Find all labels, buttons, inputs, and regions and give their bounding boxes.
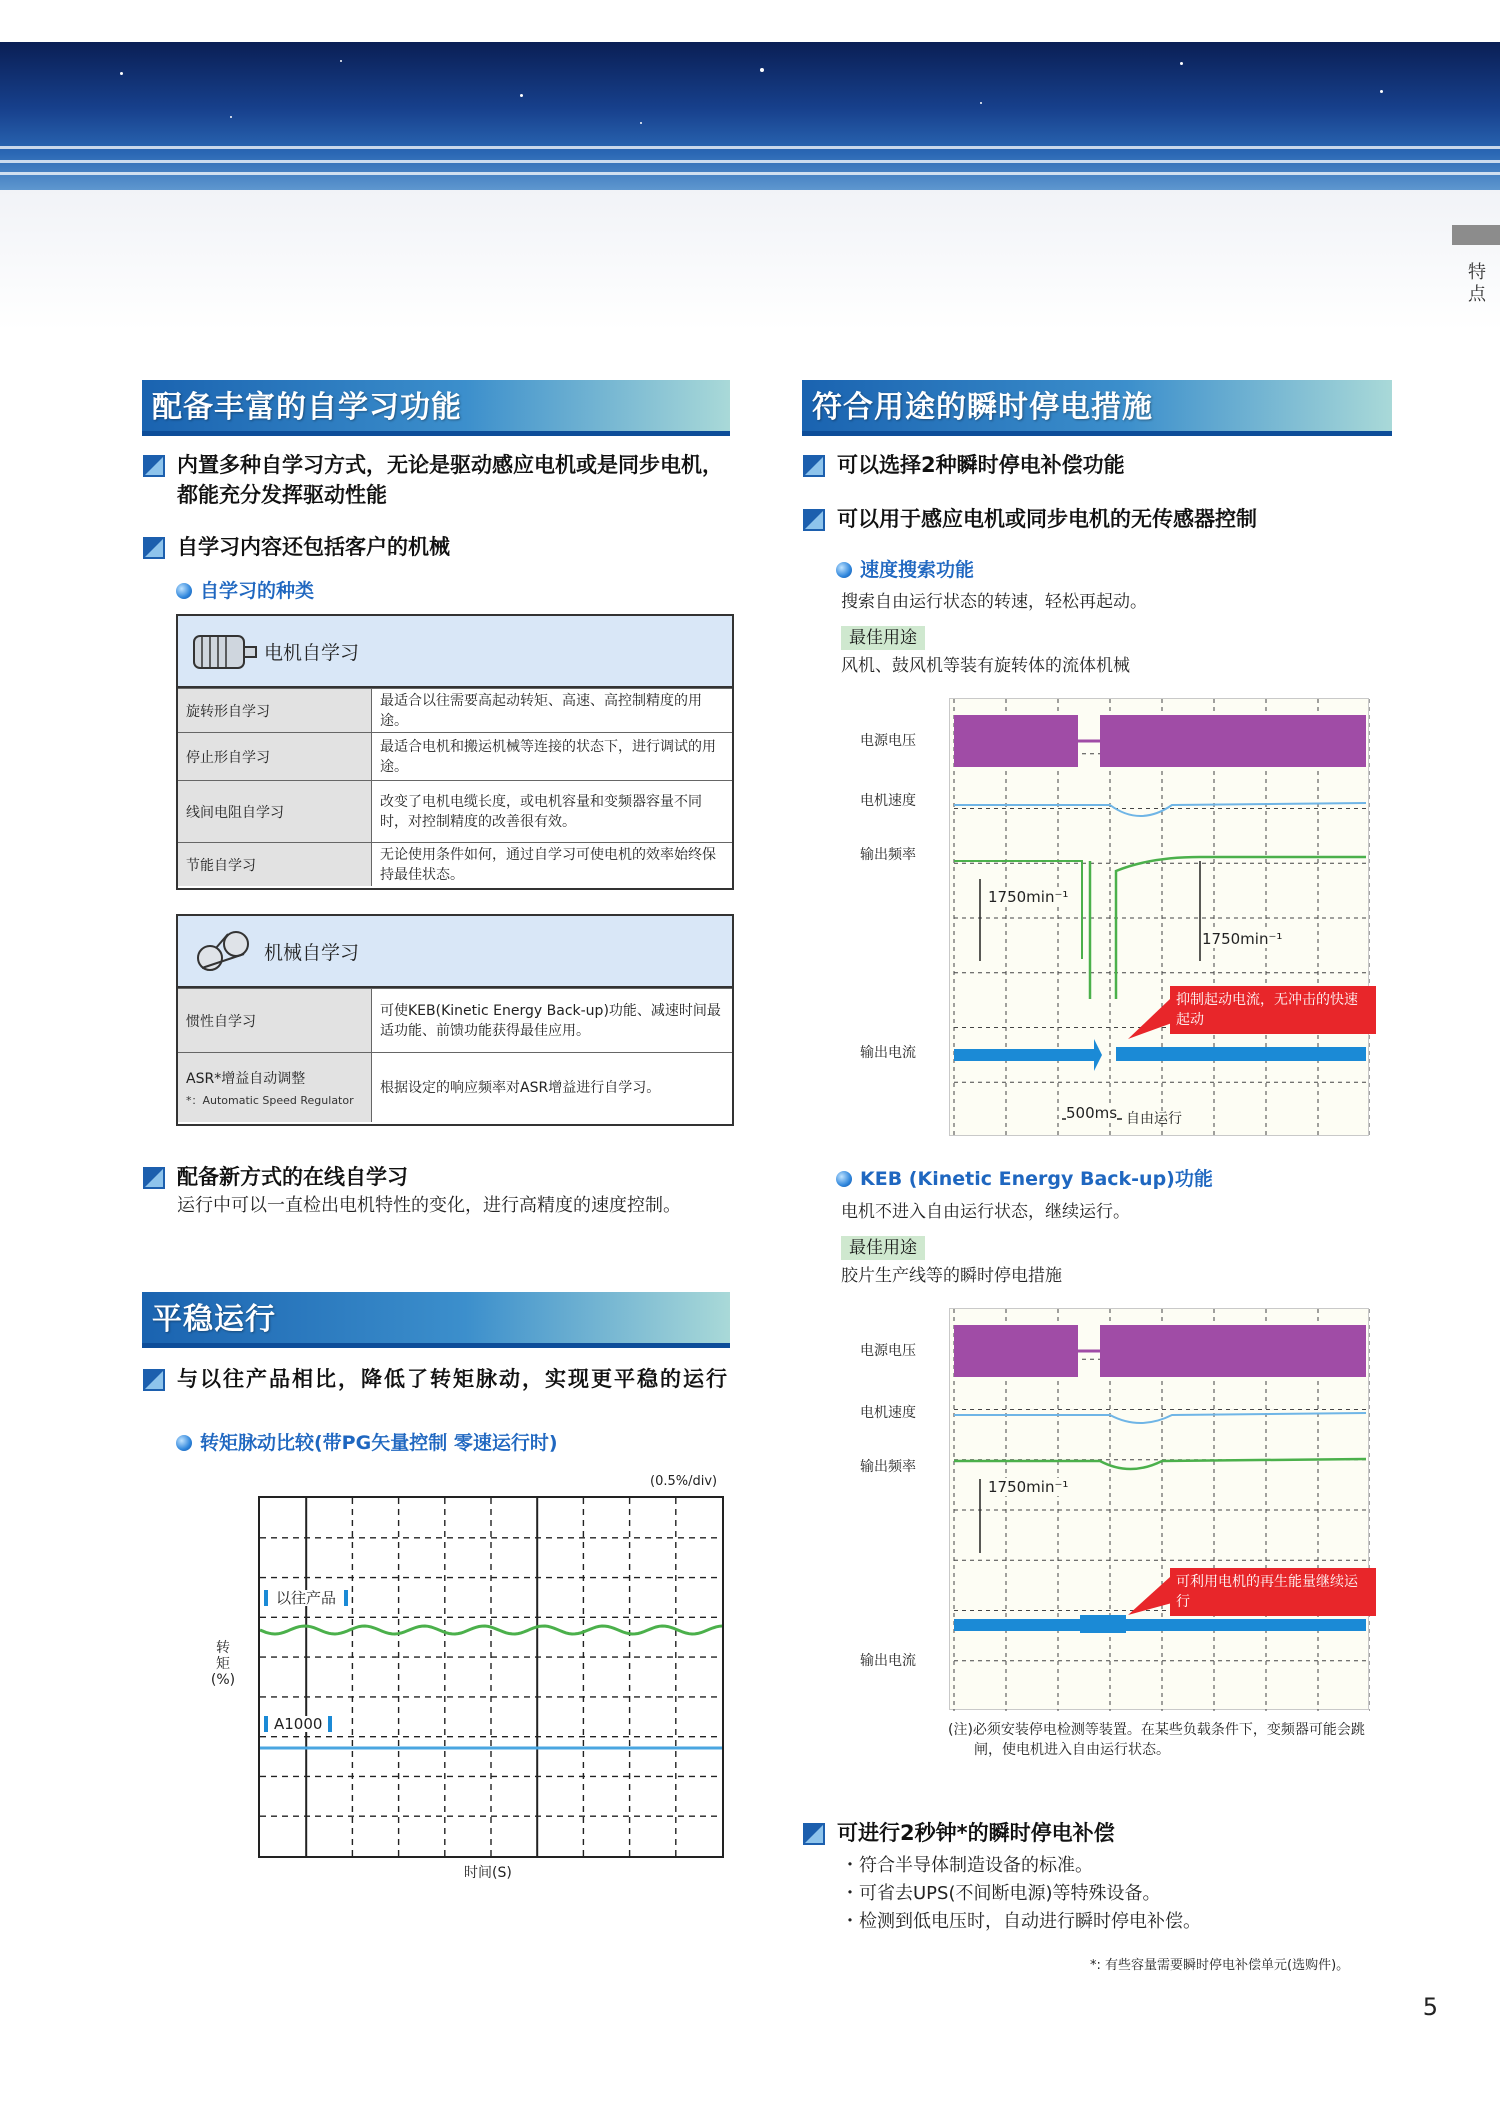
- subheading-text: 速度搜索功能: [860, 559, 975, 581]
- current-trace: [954, 1619, 1366, 1631]
- table-row: [178, 1052, 732, 1122]
- speed-search-callout: 抑制起动电流，无冲击的快速起动: [1170, 986, 1376, 1034]
- bullet-online-tuning: [143, 1162, 733, 1192]
- machine-roller-icon: [188, 928, 260, 976]
- tuning-desc: 根据设定的响应频率对ASR增益进行自学习。: [380, 1079, 661, 1096]
- bullet-2sec-ride-through: [803, 1818, 1393, 1848]
- label-power-voltage: 电源电压: [860, 1343, 916, 1359]
- rpm-label: 1750min⁻¹: [988, 1478, 1069, 1496]
- time-scale-label: 500ms: [1066, 1104, 1118, 1122]
- voltage-trace-after: [1100, 715, 1366, 767]
- bullet-text: 与以往产品相比，降低了转矩脉动，实现更平稳的运行: [177, 1367, 729, 1391]
- motor-tuning-table: [176, 614, 734, 890]
- motor-tuning-title: 电机自学习: [264, 642, 360, 664]
- tuning-desc: 可使KEB(Kinetic Energy Back-up)功能、减速时间最适功能、前馈功能获得最佳应用。: [380, 1002, 721, 1039]
- bullet-text: 自学习内容还包括客户的机械: [177, 535, 450, 559]
- triangle-bullet-icon: [143, 537, 165, 559]
- legend-old-product: 以往产品: [264, 1590, 348, 1606]
- chart-scale: (0.5%/div): [650, 1474, 718, 1489]
- speed-search-use: 风机、鼓风机等装有旋转体的流体机械: [841, 656, 1130, 676]
- blue-dot-icon: [836, 1171, 852, 1187]
- banner-star: [1180, 62, 1183, 65]
- banner-line: [0, 146, 1500, 149]
- torque-chart-svg: [260, 1498, 722, 1856]
- point-2: ・可省去UPS(不间断电源)等特殊设备。: [841, 1883, 1161, 1904]
- speed-search-waveform: [950, 699, 1370, 1137]
- current-spike: [1094, 1039, 1102, 1071]
- footnote: *: 有些容量需要瞬时停电补偿单元(选购件)。: [1090, 1958, 1350, 1973]
- section-title-power-loss: 符合用途的瞬时停电措施: [802, 380, 1392, 436]
- table-row: [178, 688, 732, 732]
- tuning-name: 旋转形自学习: [178, 689, 372, 732]
- banner-fade: [0, 190, 1500, 330]
- keb-text: 电机不进入自由运行状态，继续运行。: [841, 1202, 1130, 1222]
- bullet-two-modes: [803, 450, 1393, 480]
- freq-trace: [954, 1459, 1366, 1469]
- page-number: 5: [1422, 1993, 1438, 2021]
- bullet-machine-tuning: [143, 532, 733, 562]
- rpm-label-1: 1750min⁻¹: [988, 888, 1069, 906]
- keb-callout: 可利用电机的再生能量继续运行: [1170, 1568, 1376, 1616]
- bullet-autotuning-modes: [143, 450, 733, 510]
- label-output-freq: 输出频率: [860, 1459, 916, 1475]
- motor-speed-trace: [954, 803, 1366, 816]
- current-trace-before: [954, 1049, 1094, 1061]
- current-regen-segment: [1080, 1615, 1126, 1633]
- keb-waveform: [950, 1309, 1370, 1711]
- subheading-torque-compare: [176, 1430, 558, 1456]
- keb-scope: [949, 1308, 1369, 1710]
- side-label: 特点: [1468, 262, 1486, 305]
- rpm-label-2: 1750min⁻¹: [1202, 930, 1283, 948]
- bullet-torque-ripple: [143, 1364, 733, 1394]
- banner-star: [640, 122, 642, 124]
- label-motor-speed: 电机速度: [860, 793, 916, 809]
- keb-use: 胶片生产线等的瞬时停电措施: [841, 1266, 1062, 1286]
- table-row: [178, 780, 732, 842]
- label-output-current: 输出电流: [860, 1045, 916, 1061]
- speed-search-text: 搜索自由运行状态的转速，轻松再起动。: [841, 592, 1147, 612]
- machine-tuning-header: [178, 916, 732, 988]
- triangle-bullet-icon: [803, 509, 825, 531]
- triangle-bullet-icon: [803, 455, 825, 477]
- triangle-bullet-icon: [143, 455, 165, 477]
- voltage-trace-before: [954, 715, 1078, 767]
- bullet-text: 可以用于感应电机或同步电机的无传感器控制: [837, 507, 1257, 531]
- point-1: ・符合半导体制造设备的标准。: [841, 1855, 1093, 1876]
- banner-star: [340, 60, 342, 62]
- tuning-name: 惯性自学习: [178, 989, 372, 1052]
- table-row: [178, 842, 732, 886]
- banner-star: [980, 102, 982, 104]
- point-3: ・检测到低电压时，自动进行瞬时停电补偿。: [841, 1911, 1201, 1932]
- voltage-trace-before: [954, 1325, 1078, 1377]
- free-run-label: 自由运行: [1126, 1111, 1182, 1127]
- label-power-voltage: 电源电压: [860, 733, 916, 749]
- triangle-bullet-icon: [143, 1369, 165, 1391]
- banner-star: [520, 94, 523, 97]
- tuning-desc: 无论使用条件如何，通过自学习可使电机的效率始终保持最佳状态。: [380, 846, 716, 883]
- machine-tuning-title: 机械自学习: [264, 942, 360, 964]
- blue-dot-icon: [176, 1435, 192, 1451]
- banner-star: [760, 68, 764, 72]
- banner-line: [0, 172, 1500, 175]
- label-output-current: 输出电流: [860, 1653, 916, 1669]
- chart-xlabel: 时间(S): [464, 1865, 512, 1881]
- label-output-freq: 输出频率: [860, 847, 916, 863]
- triangle-bullet-icon: [143, 1167, 165, 1189]
- motor-icon: [188, 630, 260, 674]
- label-motor-speed: 电机速度: [860, 1405, 916, 1421]
- table-row: [178, 988, 732, 1052]
- section-title-smooth-run: 平稳运行: [142, 1292, 730, 1348]
- blue-dot-icon: [836, 562, 852, 578]
- header-banner: [0, 42, 1500, 190]
- tuning-name: 线间电阻自学习: [178, 781, 372, 842]
- current-trace-after: [1116, 1047, 1366, 1061]
- section-title-autotuning: 配备丰富的自学习功能: [142, 380, 730, 436]
- tuning-name: 停止形自学习: [178, 733, 372, 780]
- blue-dot-icon: [176, 583, 192, 599]
- freq-trace-before: [954, 861, 1082, 959]
- tuning-name-cell: [178, 1053, 372, 1122]
- banner-star: [1380, 90, 1383, 93]
- banner-star: [230, 116, 232, 118]
- subheading-text: KEB (Kinetic Energy Back-up)功能: [860, 1168, 1213, 1190]
- subheading-keb: [836, 1166, 1213, 1192]
- banner-line: [0, 160, 1500, 163]
- tuning-desc: 最适合电机和搬运机械等连接的状态下，进行调试的用途。: [380, 738, 716, 775]
- chart-ylabel: 转矩(%): [210, 1640, 236, 1688]
- tuning-name: ASR*增益自动调整: [186, 1070, 306, 1087]
- bullet-text: 内置多种自学习方式，无论是驱动感应电机或是同步电机，都能充分发挥驱动性能: [177, 453, 723, 507]
- bullet-text: 可以选择2种瞬时停电补偿功能: [837, 453, 1125, 477]
- torque-ripple-chart: [258, 1496, 724, 1858]
- online-tuning-text: 运行中可以一直检出电机特性的变化，进行高精度的速度控制。: [177, 1195, 681, 1216]
- subheading-tuning-types: [176, 578, 314, 604]
- best-use-tag: 最佳用途: [841, 626, 925, 650]
- motor-tuning-header: [178, 616, 732, 688]
- bullet-text: 配备新方式的在线自学习: [177, 1165, 408, 1189]
- best-use-tag: 最佳用途: [841, 1236, 925, 1260]
- machine-tuning-table: [176, 914, 734, 1126]
- subheading-speed-search: [836, 557, 974, 583]
- speed-search-scope: [949, 698, 1369, 1136]
- voltage-trace-after: [1100, 1325, 1366, 1377]
- subheading-text: 转矩脉动比较(带PG矢量控制 零速运行时): [200, 1432, 558, 1454]
- freq-trace-after: [1090, 857, 1366, 999]
- legend-a1000: A1000: [264, 1716, 332, 1732]
- tuning-desc: 最适合以往需要高起动转矩、高速、高控制精度的用途。: [380, 692, 702, 729]
- asr-footnote: *：Automatic Speed Regulator: [186, 1093, 354, 1107]
- banner-star: [120, 72, 123, 75]
- table-row: [178, 732, 732, 780]
- bullet-sensorless: [803, 504, 1393, 534]
- subheading-text: 自学习的种类: [200, 580, 315, 602]
- tuning-desc: 改变了电机电缆长度，或电机容量和变频器容量不同时，对控制精度的改善很有效。: [380, 793, 702, 830]
- tuning-name: 节能自学习: [178, 843, 372, 886]
- keb-note: (注)必须安装停电检测等装置。在某些负载条件下，变频器可能会跳闸，使电机进入自由运行状态。: [948, 1722, 1365, 1758]
- motor-speed-trace: [954, 1413, 1366, 1423]
- side-tab-marker: [1452, 225, 1500, 245]
- bullet-text: 可进行2秒钟*的瞬时停电补偿: [837, 1821, 1115, 1845]
- triangle-bullet-icon: [803, 1823, 825, 1845]
